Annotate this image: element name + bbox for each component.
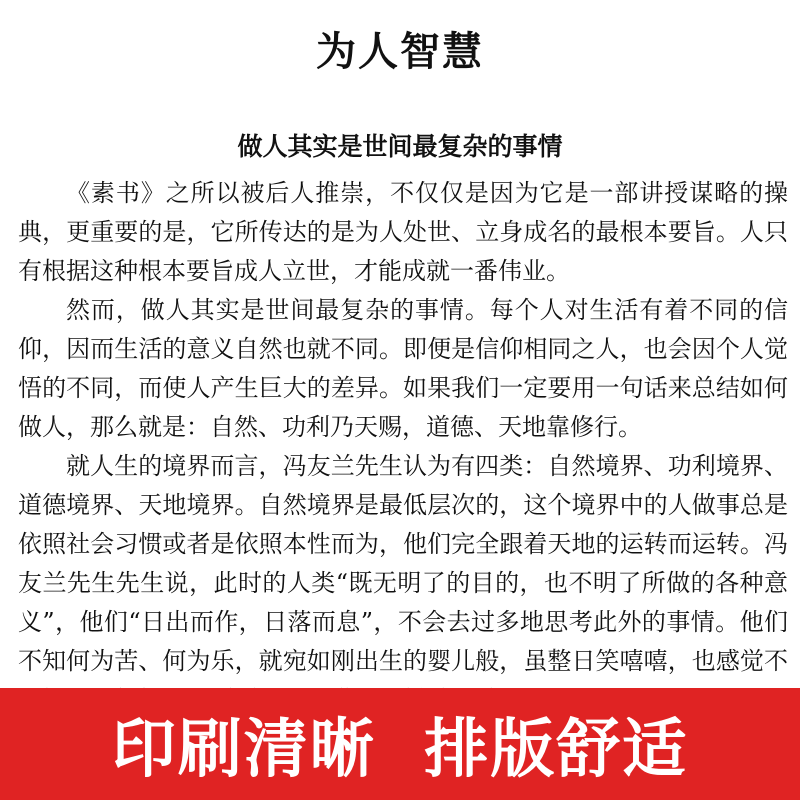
- promo-banner: [0, 688, 800, 800]
- paragraph-2: 然而，做人其实是世间最复杂的事情。每个人对生活有着不同的信仰，因而生活的意义自然也就不同。即便是信仰相同之人，也会因个人觉悟的不同，而使人产生巨大的差异。如果我们一定要用一句话来总结如何做人，那么就是：自然、功利乃天赐，道德、天地靠修行。: [18, 296, 788, 441]
- body-text: [18, 174, 788, 720]
- paragraph-1: 《素书》之所以被后人推崇，不仅仅是因为它是一部讲授谋略的操典，更重要的是，它所传达的是为人处世、立身成名的最根本要旨。人只有根据这种根本要旨成人立世，才能成就一番伟业。: [18, 179, 788, 285]
- paragraph-3: 就人生的境界而言，冯友兰先生认为有四类：自然境界、功利境界、道德境界、天地境界。自然境界是最低层次的，这个境界中的人做事总是依照社会习惯或者是依照本性而为，他们完全跟着天地的运转而运转。冯友兰先生先生说，此时的人类“既无明了的目的，也不明了所做的各种意义”，他们“日出而作，日落而息”，不会去过多地思考此外的事情。他们不知何为苦、何为乐，就宛如刚出生的婴儿般，虽整日笑嘻嘻，也感觉不: [18, 452, 788, 675]
- page-title: 为人智慧: [316, 28, 484, 75]
- section-heading: 做人其实是世间最复杂的事情: [237, 132, 563, 161]
- banner-text: 印刷清晰 排版舒适: [111, 713, 689, 787]
